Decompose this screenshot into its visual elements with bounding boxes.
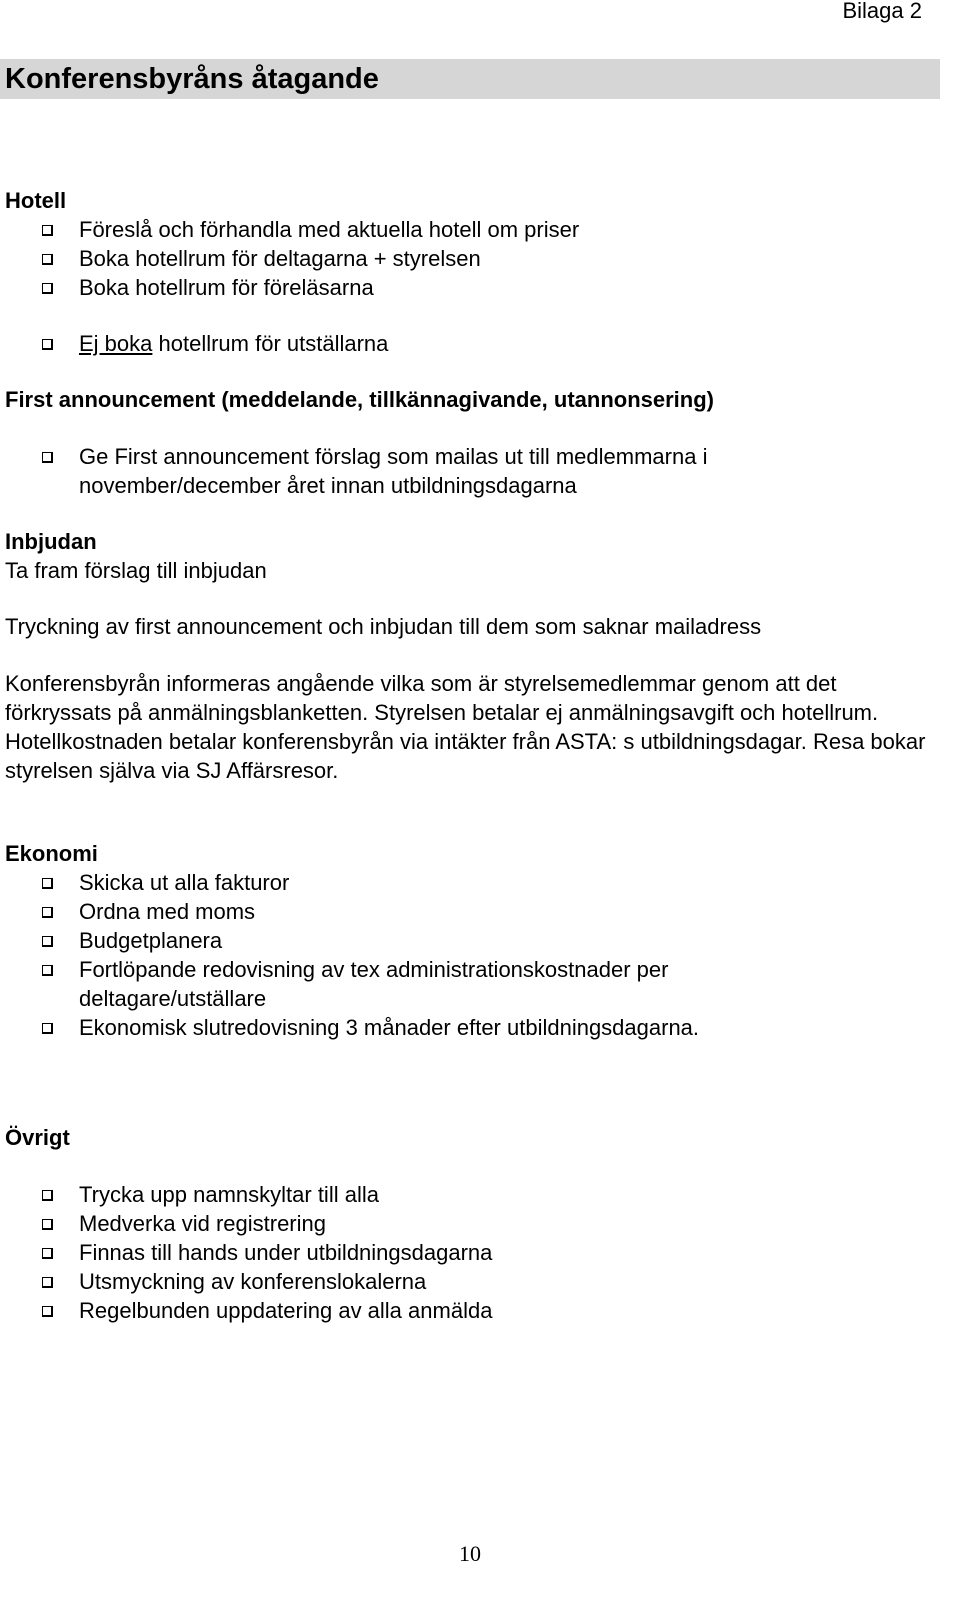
section-heading-ovrigt: Övrigt [5,1125,70,1150]
section-heading-hotell: Hotell [5,188,67,213]
page-number: 10 [459,1541,481,1566]
hotell-list [0,215,579,302]
list-item: Trycka upp namnskyltar till alla [0,1180,492,1209]
checkbox-bullet-icon [42,1306,53,1317]
list-item: Fortlöpande redovisning av tex administrationskostnader per deltagare/utställare [0,955,779,1013]
list-item: Ge First announcement förslag som mailas ut till medlemmarna i november/december året innan utbildningsdagarna [0,442,809,500]
list-item: Ordna med moms [0,897,779,926]
checkbox-bullet-icon [42,1190,53,1201]
konferensbyran-paragraph: Konferensbyrån informeras angående vilka som är styrelsemedlemmar genom att det förkryssats på anmälningsblanketten. Styrelsen betalar ej anmälningsavgift och hotellrum. Hotellkostnaden betalar konferensbyrån via intäkter från ASTA: s utbildningsdagar. Resa bokar styrelsen själva via SJ Affärsresor. [5,671,926,783]
hotell-extra-list [0,329,388,358]
checkbox-bullet-icon [42,225,53,236]
list-item: Regelbunden uppdatering av alla anmälda [0,1296,492,1325]
tryckning-text: Tryckning av first announcement och inbjudan till dem som saknar mailadress [5,614,762,639]
section-heading-ekonomi: Ekonomi [5,841,98,866]
checkbox-bullet-icon [42,965,53,976]
appendix-label: Bilaga 2 [842,0,922,23]
first-announcement-list [0,442,809,500]
list-item: Finnas till hands under utbildningsdagarna [0,1238,492,1267]
checkbox-bullet-icon [42,878,53,889]
title-bar [0,59,940,99]
checkbox-bullet-icon [42,254,53,265]
list-item: Boka hotellrum för deltagarna + styrelsen [0,244,579,273]
checkbox-bullet-icon [42,283,53,294]
list-item: Föreslå och förhandla med aktuella hotell om priser [0,215,579,244]
checkbox-bullet-icon [42,1023,53,1034]
section-heading-inbjudan: Inbjudan [5,529,97,554]
checkbox-bullet-icon [42,936,53,947]
checkbox-bullet-icon [42,1248,53,1259]
underlined-text: Ej boka [79,331,153,356]
checkbox-bullet-icon [42,452,53,463]
list-item: Ej boka hotellrum för utställarna [0,329,388,358]
section-heading-first-announcement: First announcement (meddelande, tillkännagivande, utannonsering) [5,387,714,412]
checkbox-bullet-icon [42,1219,53,1230]
checkbox-bullet-icon [42,339,53,350]
ekonomi-list [0,868,779,1042]
checkbox-bullet-icon [42,907,53,918]
checkbox-bullet-icon [42,1277,53,1288]
ovrigt-list [0,1180,492,1325]
inbjudan-text: Ta fram förslag till inbjudan [5,558,267,583]
list-item: Ekonomisk slutredovisning 3 månader efter utbildningsdagarna. [0,1013,779,1042]
list-item: Boka hotellrum för föreläsarna [0,273,579,302]
list-item: Budgetplanera [0,926,779,955]
page-title: Konferensbyråns åtagande [5,63,379,95]
list-item: Utsmyckning av konferenslokalerna [0,1267,492,1296]
list-item: Skicka ut alla fakturor [0,868,779,897]
list-item: Medverka vid registrering [0,1209,492,1238]
